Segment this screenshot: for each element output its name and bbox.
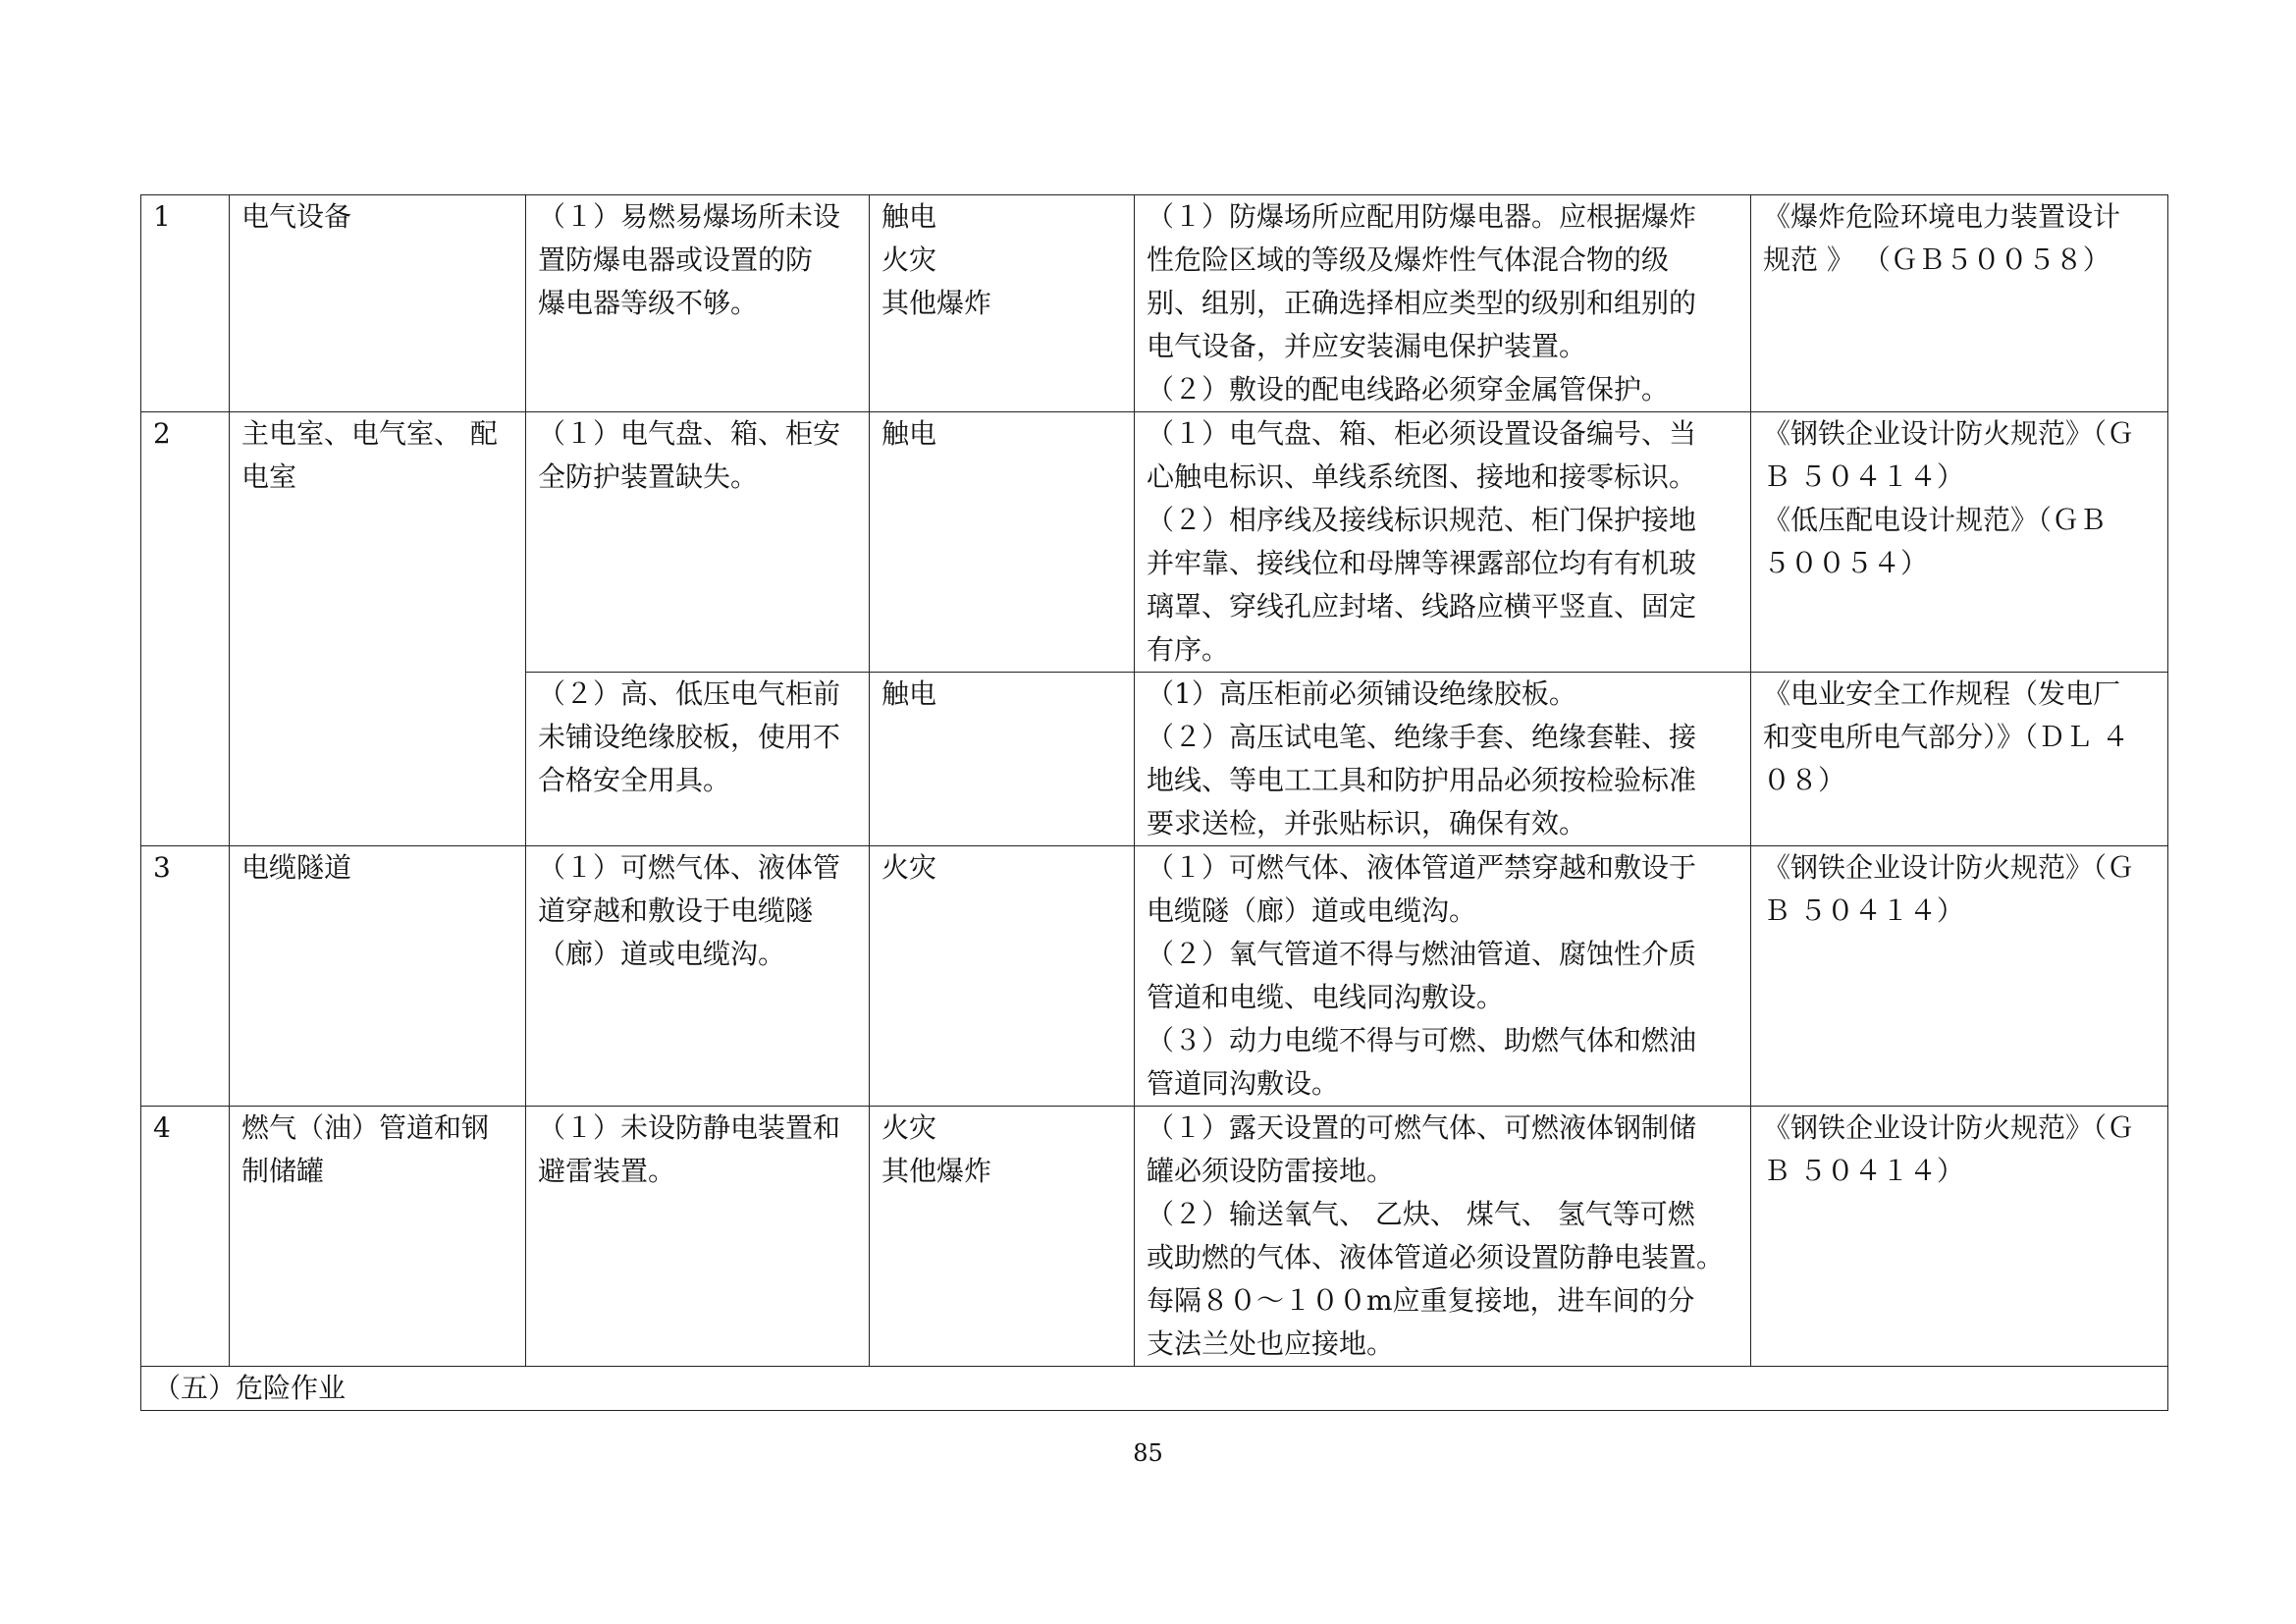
facility-name: 电气设备: [230, 195, 526, 412]
row-number: 2: [141, 412, 230, 846]
control-measures: （１）可燃气体、液体管道严禁穿越和敷设于 电缆隧（廊）道或电缆沟。 （２）氧气管道不得与燃油管道、腐蚀性介质 管道和电缆、电线同沟敷设。 （３）动力电缆不得与可燃、助燃气体和燃油 管道同沟敷设。: [1135, 846, 1751, 1107]
row-number: 4: [141, 1107, 230, 1367]
control-measures: （１）电气盘、箱、柜必须设置设备编号、当 心触电标识、单线系统图、接地和接零标识。 （２）相序线及接线标识规范、柜门保护接地 并牢靠、接线位和母牌等裸露部位均有有机玻 璃罩、穿线孔应封堵、线路应横平竖直、固定 有序。: [1135, 412, 1751, 673]
regulation-basis: 《钢铁企业设计防火规范》（Ｇ Ｂ ５０４１４） 《低压配电设计规范》（ＧＢ ５００５４）: [1751, 412, 2168, 673]
row-number: 3: [141, 846, 230, 1107]
page-number: 85: [1133, 1439, 1163, 1467]
table-row: [141, 412, 2168, 673]
hazard-problem: （１）易燃易爆场所未设 置防爆电器或设置的防 爆电器等级不够。: [526, 195, 870, 412]
facility-name: 主电室、电气室、 配 电室: [230, 412, 526, 846]
facility-name: 燃气（油）管道和钢 制储罐: [230, 1107, 526, 1367]
table-row: [141, 1107, 2168, 1367]
control-measures: （１）防爆场所应配用防爆电器。应根据爆炸 性危险区域的等级及爆炸性气体混合物的级 别、组别，正确选择相应类型的级别和组别的 电气设备，并应安装漏电保护装置。 （２）敷设的配电线路必须穿金属管保护。: [1135, 195, 1751, 412]
hazard-problem: （１）电气盘、箱、柜安 全防护装置缺失。: [526, 412, 870, 673]
table-row: [141, 846, 2168, 1107]
regulation-basis: 《钢铁企业设计防火规范》（Ｇ Ｂ ５０４１４）: [1751, 1107, 2168, 1367]
section-row: [141, 1367, 2168, 1411]
control-measures: （1）高压柜前必须铺设绝缘胶板。 （２）高压试电笔、绝缘手套、绝缘套鞋、接 地线、等电工工具和防护用品必须按检验标准 要求送检，并张贴标识，确保有效。: [1135, 673, 1751, 846]
accident-type: 火灾: [870, 846, 1135, 1107]
section-heading: （五）危险作业: [141, 1367, 2168, 1411]
accident-type: 触电: [870, 673, 1135, 846]
accident-type: 火灾 其他爆炸: [870, 1107, 1135, 1367]
hazard-problem: （１）可燃气体、液体管 道穿越和敷设于电缆隧 （廊）道或电缆沟。: [526, 846, 870, 1107]
hazard-table: [140, 194, 2168, 1411]
accident-type: 触电: [870, 412, 1135, 673]
regulation-basis: 《电业安全工作规程（发电厂 和变电所电气部分）》（ＤＬ ４ ０８）: [1751, 673, 2168, 846]
facility-name: 电缆隧道: [230, 846, 526, 1107]
control-measures: （１）露天设置的可燃气体、可燃液体钢制储 罐必须设防雷接地。 （２）输送氧气、 乙炔、 煤气、 氢气等可燃 或助燃的气体、液体管道必须设置防静电装置。 每隔８０～１００m应重复接地，进车间的分 支法兰处也应接地。: [1135, 1107, 1751, 1367]
accident-type: 触电 火灾 其他爆炸: [870, 195, 1135, 412]
regulation-basis: 《钢铁企业设计防火规范》（Ｇ Ｂ ５０４１４）: [1751, 846, 2168, 1107]
row-number: 1: [141, 195, 230, 412]
regulation-basis: 《爆炸危险环境电力装置设计 规范 》 （ＧＢ５００５８）: [1751, 195, 2168, 412]
table-row: [141, 195, 2168, 412]
hazard-problem: （１）未设防静电装置和 避雷装置。: [526, 1107, 870, 1367]
hazard-problem: （２）高、低压电气柜前 未铺设绝缘胶板，使用不 合格安全用具。: [526, 673, 870, 846]
